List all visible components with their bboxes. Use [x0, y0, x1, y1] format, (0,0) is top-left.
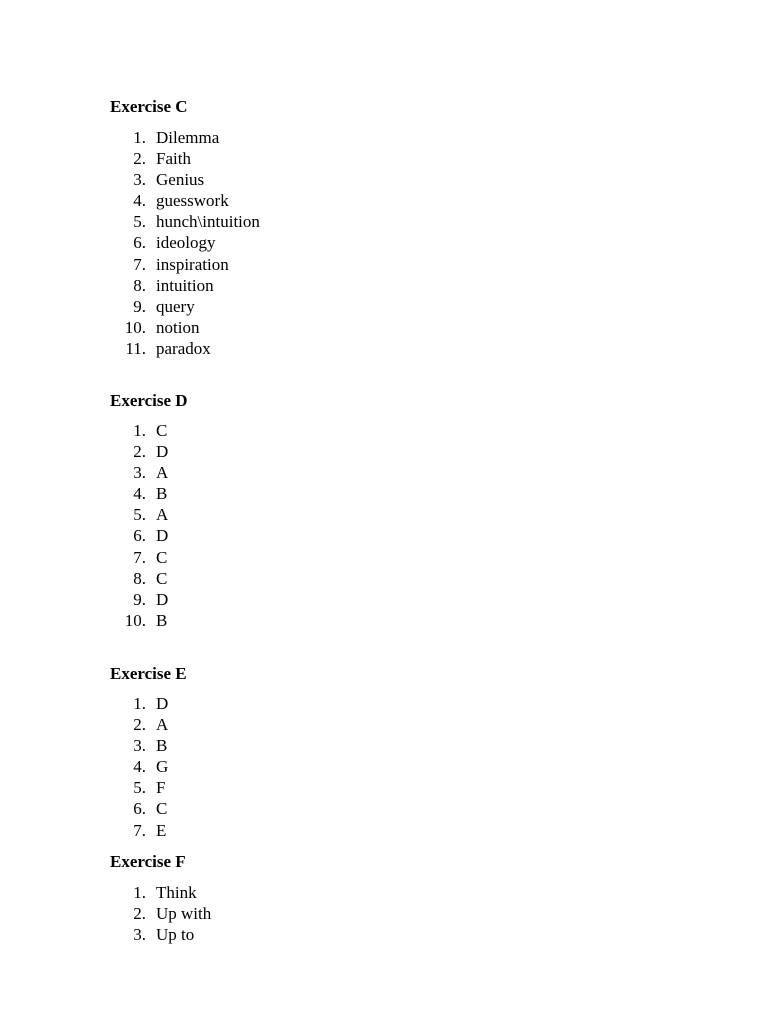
list-item	[110, 547, 670, 568]
item-text: B	[156, 610, 168, 630]
list-item	[110, 568, 670, 589]
list-item	[110, 798, 670, 819]
list-item	[110, 169, 670, 190]
item-number: 7.	[133, 820, 146, 840]
item-number: 1.	[133, 883, 146, 902]
section-heading: Exercise D	[110, 391, 188, 410]
list-item	[110, 254, 670, 275]
list-item	[110, 735, 670, 756]
item-text: paradox	[156, 338, 211, 358]
list-item	[110, 525, 670, 546]
item-number: 1.	[133, 128, 146, 147]
item-text: D	[156, 442, 169, 462]
list-item	[110, 127, 670, 148]
item-text: Dilemma	[156, 128, 220, 147]
item-text: A	[156, 463, 169, 483]
item-text: G	[156, 757, 169, 777]
item-text: Up to	[156, 925, 195, 945]
item-text: D	[156, 526, 169, 546]
item-text: D	[156, 589, 169, 609]
list-item	[110, 820, 670, 841]
list-item	[110, 211, 670, 232]
item-number: 1.	[133, 694, 146, 713]
section-heading: Exercise E	[110, 664, 187, 683]
list-item	[110, 504, 670, 525]
item-number: 5.	[133, 212, 146, 232]
item-number: 3.	[133, 463, 146, 483]
item-number: 6.	[133, 233, 146, 253]
item-number: 7.	[133, 254, 146, 274]
item-number: 6.	[133, 526, 146, 546]
list-item	[110, 338, 670, 359]
item-number: 2.	[133, 715, 146, 735]
item-number: 5.	[133, 505, 146, 525]
item-text: A	[156, 505, 169, 525]
list-item	[110, 777, 670, 798]
item-text: inspiration	[156, 254, 229, 274]
item-number: 3.	[133, 736, 146, 756]
item-number: 10.	[124, 317, 146, 337]
item-number: 11.	[125, 338, 146, 358]
exercise-f-section	[110, 851, 670, 945]
item-number: 2.	[133, 149, 146, 169]
item-text: E	[156, 820, 167, 840]
item-text: guesswork	[156, 191, 229, 211]
item-text: D	[156, 694, 169, 713]
item-text: Up with	[156, 904, 212, 924]
list-item	[110, 420, 670, 441]
list-item	[110, 275, 670, 296]
list-item	[110, 693, 670, 714]
item-text: Think	[156, 883, 197, 902]
item-text: ideology	[156, 233, 216, 253]
item-text: C	[156, 568, 168, 588]
list-item	[110, 232, 670, 253]
answer-list	[110, 882, 670, 945]
item-text: A	[156, 715, 169, 735]
item-text: B	[156, 736, 168, 756]
item-text: F	[156, 778, 166, 798]
item-number: 4.	[133, 191, 146, 211]
list-item	[110, 296, 670, 317]
item-number: 9.	[133, 296, 146, 316]
item-number: 2.	[133, 904, 146, 924]
item-number: 1.	[133, 421, 146, 440]
section-heading: Exercise C	[110, 97, 188, 116]
item-text: notion	[156, 317, 200, 337]
list-item	[110, 317, 670, 338]
list-item	[110, 483, 670, 504]
exercise-d-section	[110, 390, 670, 631]
item-number: 2.	[133, 442, 146, 462]
answer-list	[110, 693, 670, 841]
list-item	[110, 756, 670, 777]
item-number: 9.	[133, 589, 146, 609]
list-item	[110, 589, 670, 610]
list-item	[110, 190, 670, 211]
item-number: 10.	[124, 610, 146, 630]
item-number: 8.	[133, 568, 146, 588]
list-item	[110, 462, 670, 483]
answer-list	[110, 420, 670, 631]
item-text: intuition	[156, 275, 214, 295]
item-text: C	[156, 547, 168, 567]
list-item	[110, 924, 670, 945]
item-number: 3.	[133, 170, 146, 190]
section-heading: Exercise F	[110, 852, 186, 871]
answer-list	[110, 127, 670, 359]
item-text: Faith	[156, 149, 191, 169]
item-number: 3.	[133, 925, 146, 945]
list-item	[110, 610, 670, 631]
item-text: B	[156, 484, 168, 504]
item-text: hunch\intuition	[156, 212, 260, 232]
exercise-c-section	[110, 96, 670, 359]
item-number: 7.	[133, 547, 146, 567]
list-item	[110, 148, 670, 169]
exercise-e-section	[110, 663, 670, 841]
list-item	[110, 714, 670, 735]
item-text: C	[156, 421, 168, 440]
list-item	[110, 882, 670, 903]
item-number: 8.	[133, 275, 146, 295]
item-number: 5.	[133, 778, 146, 798]
item-number: 4.	[133, 757, 146, 777]
item-text: query	[156, 296, 195, 316]
item-number: 4.	[133, 484, 146, 504]
item-number: 6.	[133, 799, 146, 819]
list-item	[110, 903, 670, 924]
item-text: C	[156, 799, 168, 819]
item-text: Genius	[156, 170, 205, 190]
list-item	[110, 441, 670, 462]
